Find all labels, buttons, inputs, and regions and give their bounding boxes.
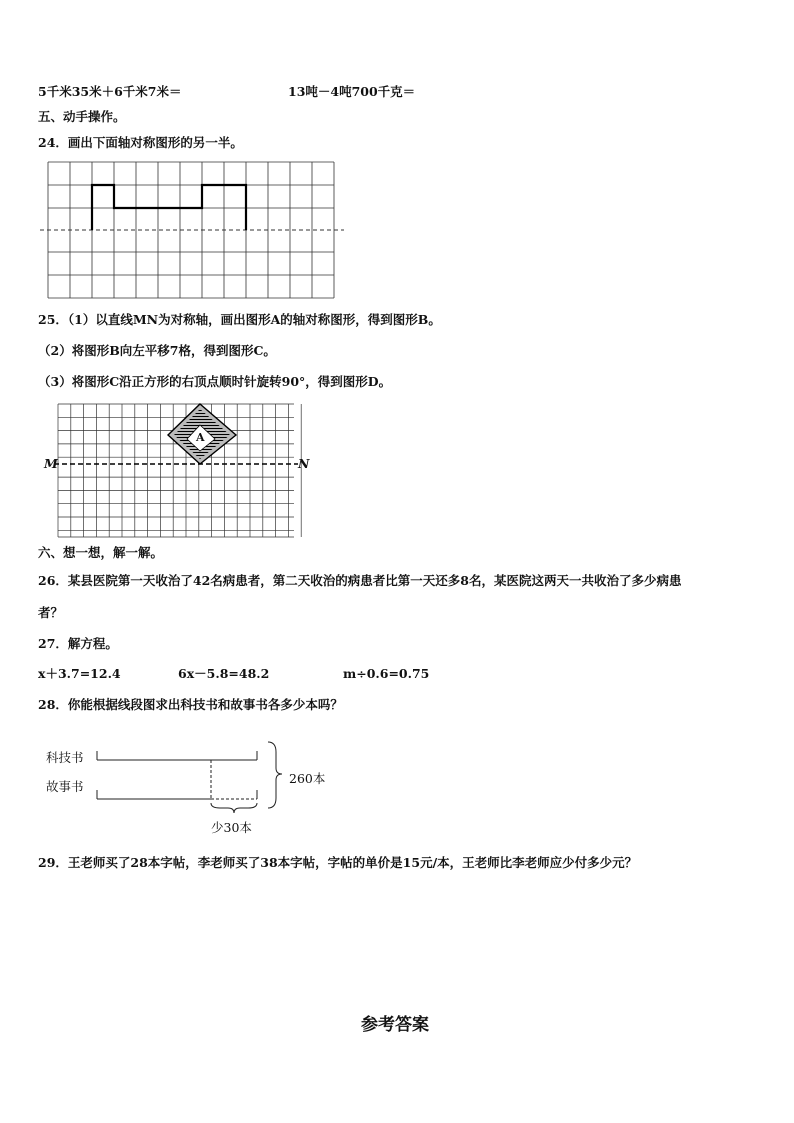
question-27: 27．解方程。 [38, 636, 118, 651]
equation-3: m÷0.6=0.75 [343, 666, 430, 681]
question-26-line-2: 者？ [38, 605, 64, 620]
question-24: 24．画出下面轴对称图形的另一半。 [38, 135, 243, 150]
equation-2: 6x－5.8=48.2 [178, 666, 270, 681]
section-6-heading: 六、想一想，解一解。 [38, 545, 164, 560]
q25-grid-figure [40, 403, 315, 538]
question-28: 28．你能根据线段图求出科技书和故事书各多少本吗？ [38, 697, 343, 712]
label-m: M [44, 456, 58, 471]
label-science-books: 科技书 [46, 750, 84, 765]
question-25-part-3: （3）将图形C沿正方形的右顶点顺时针旋转90°，得到图形D。 [38, 374, 392, 389]
q24-grid-figure [40, 160, 345, 300]
half-figure [92, 185, 246, 230]
label-a: A [196, 431, 205, 444]
conversion-1: 5千米35米＋6千米7米＝ [38, 84, 182, 99]
question-29: 29．王老师买了28本字帖，李老师买了38本字帖，字帖的单价是15元/本，王老师比李老师应少付多少元？ [38, 855, 638, 870]
question-25-part-1: 25．（1）以直线MN为对称轴，画出图形A的轴对称图形，得到图形B。 [38, 312, 441, 327]
label-n: N [298, 456, 310, 471]
section-5-heading: 五、动手操作。 [38, 109, 126, 124]
conversion-2: 13吨－4吨700千克＝ [288, 84, 416, 99]
q28-segment-diagram [90, 740, 290, 820]
question-26-line-1: 26．某县医院第一天收治了42名病患者，第二天收治的病患者比第一天还多8名，某医院这两天一共收治了多少病患 [38, 573, 682, 588]
difference-label: 少30本 [211, 820, 252, 835]
answers-title: 参考答案 [361, 1015, 429, 1035]
question-25-part-2: （2）将图形B向左平移7格，得到图形C。 [38, 343, 276, 358]
total-label: 260本 [289, 771, 326, 786]
label-story-books: 故事书 [46, 779, 84, 794]
equation-1: x＋3.7=12.4 [38, 666, 121, 681]
